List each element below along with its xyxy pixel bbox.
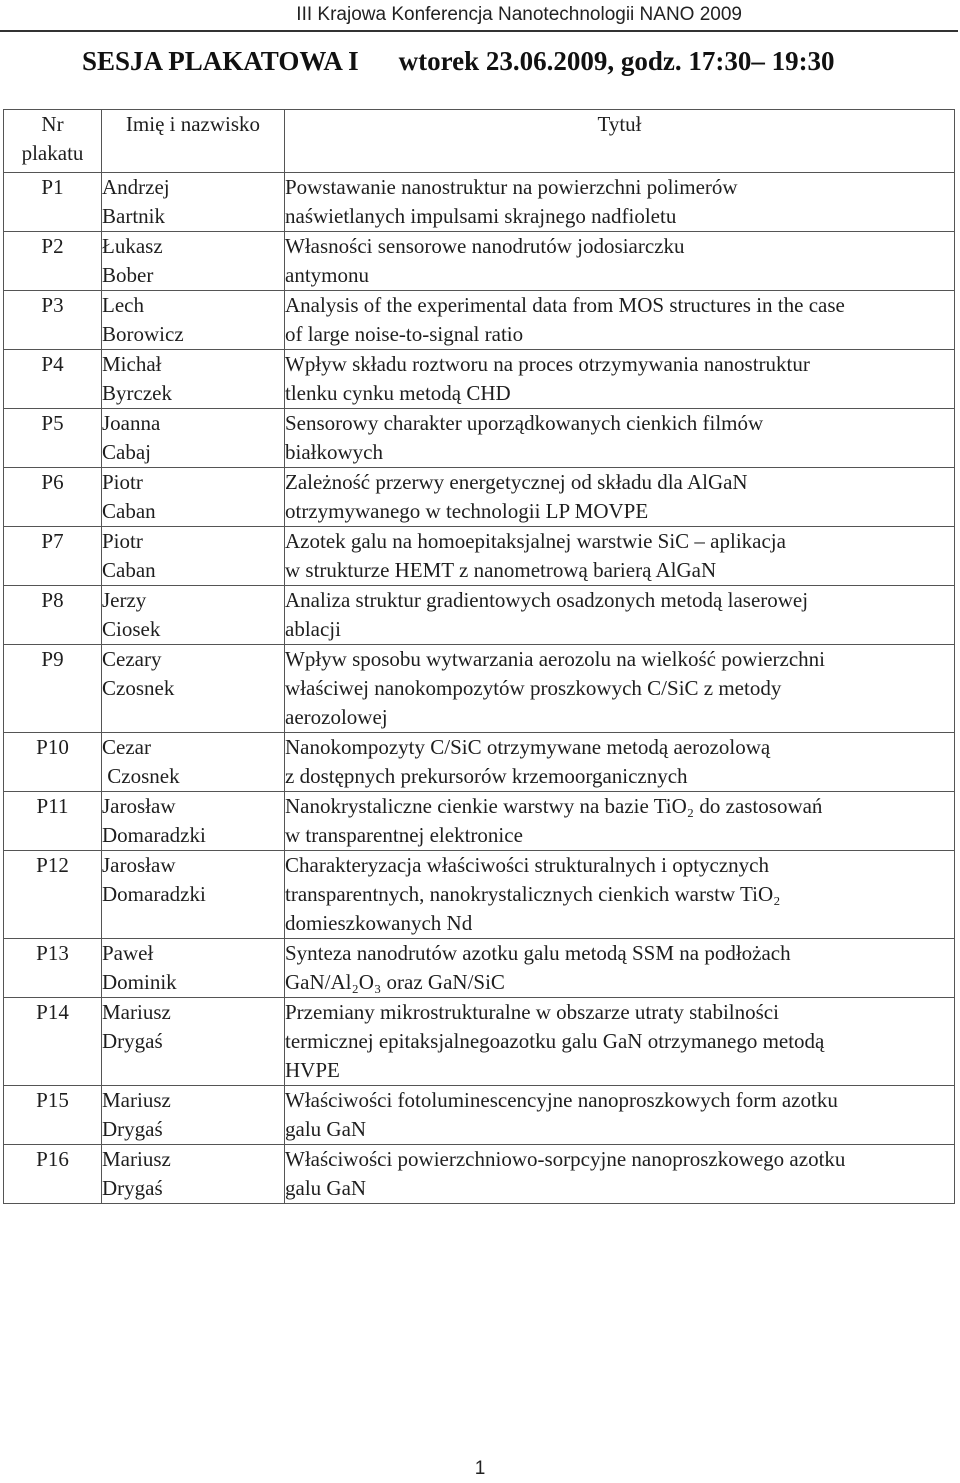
author-name-line: Paweł — [102, 941, 154, 965]
poster-title-line: Wpływ składu roztworu na proces otrzymywania nanostruktur — [285, 352, 810, 376]
poster-title — [285, 792, 955, 851]
author-name — [102, 232, 285, 291]
author-name — [102, 792, 285, 851]
author-name-line: Jerzy — [102, 588, 147, 612]
author-name-line: Drygaś — [102, 1176, 163, 1200]
poster-title-line: naświetlanych impulsami skrajnego nadfioletu — [285, 204, 677, 228]
column-header-nr — [4, 110, 102, 173]
author-name-line: Czosnek — [102, 764, 180, 788]
poster-title — [285, 851, 955, 939]
author-name — [102, 409, 285, 468]
poster-title-line: Analiza struktur gradientowych osadzonych metodą laserowej — [285, 588, 809, 612]
poster-title — [285, 350, 955, 409]
poster-title-line: Właściwości powierzchniowo-sorpcyjne nanoproszkowego azotku — [285, 1147, 846, 1171]
table-row — [4, 998, 955, 1086]
author-name — [102, 645, 285, 733]
poster-title — [285, 939, 955, 998]
poster-number: P2 — [4, 232, 102, 291]
author-name-line: Mariusz — [102, 1088, 171, 1112]
poster-title — [285, 173, 955, 232]
poster-title-line: Własności sensorowe nanodrutów jodosiarczku — [285, 234, 685, 258]
author-name — [102, 350, 285, 409]
table-row — [4, 586, 955, 645]
author-name-line: Czosnek — [102, 676, 175, 700]
poster-title-line: domieszkowanych Nd — [285, 911, 473, 935]
poster-title-line: Nanokompozyty C/SiC otrzymywane metodą aerozolową — [285, 735, 771, 759]
author-name-line: Bartnik — [102, 204, 165, 228]
poster-title-line: Nanokrystaliczne cienkie warstwy na bazie TiO₂ do zastosowań — [285, 794, 823, 818]
author-name-line: Piotr — [102, 470, 143, 494]
table-row — [4, 468, 955, 527]
author-name-line: Joanna — [102, 411, 161, 435]
author-name — [102, 468, 285, 527]
table-row — [4, 350, 955, 409]
author-name-line: Cabaj — [102, 440, 151, 464]
poster-title — [285, 1145, 955, 1204]
table-row — [4, 232, 955, 291]
table-row — [4, 1086, 955, 1145]
header-rule — [0, 30, 958, 32]
author-name-line: Ciosek — [102, 617, 161, 641]
author-name-line: Andrzej — [102, 175, 170, 199]
poster-number: P1 — [4, 173, 102, 232]
author-name-line: Borowicz — [102, 322, 184, 346]
poster-title — [285, 468, 955, 527]
table-row — [4, 733, 955, 792]
author-name — [102, 851, 285, 939]
author-name-line: Caban — [102, 558, 156, 582]
author-name — [102, 998, 285, 1086]
poster-title-line: transparentnych, nanokrystalicznych cienkich warstw TiO₂ — [285, 882, 781, 906]
poster-title-line: Zależność przerwy energetycznej od składu dla AlGaN — [285, 470, 748, 494]
poster-title-line: Właściwości fotoluminescencyjne nanoproszkowych form azotku — [285, 1088, 838, 1112]
table-row — [4, 1145, 955, 1204]
poster-table — [3, 109, 955, 1204]
poster-number: P13 — [4, 939, 102, 998]
author-name-line: Domaradzki — [102, 882, 206, 906]
author-name-line: Bober — [102, 263, 154, 287]
table-row — [4, 792, 955, 851]
poster-title-line: w strukturze HEMT z nanometrową barierą AlGaN — [285, 558, 717, 582]
poster-title-line: właściwej nanokompozytów proszkowych C/SiC z metody — [285, 676, 782, 700]
session-time: wtorek 23.06.2009, godz. 17:30– 19:30 — [398, 46, 835, 76]
poster-number: P11 — [4, 792, 102, 851]
poster-number: P4 — [4, 350, 102, 409]
poster-title — [285, 291, 955, 350]
poster-title-line: Charakteryzacja właściwości strukturalnych i optycznych — [285, 853, 769, 877]
author-name — [102, 527, 285, 586]
author-name-line: Lech — [102, 293, 144, 317]
author-name-line: Mariusz — [102, 1147, 171, 1171]
table-row — [4, 409, 955, 468]
author-name-line: Piotr — [102, 529, 143, 553]
session-title — [82, 46, 835, 77]
poster-number: P7 — [4, 527, 102, 586]
poster-title — [285, 1086, 955, 1145]
author-name — [102, 1086, 285, 1145]
poster-number: P10 — [4, 733, 102, 792]
poster-title-line: Sensorowy charakter uporządkowanych cienkich filmów — [285, 411, 764, 435]
poster-title — [285, 998, 955, 1086]
poster-title-line: Powstawanie nanostruktur na powierzchni polimerów — [285, 175, 738, 199]
session-name: SESJA PLAKATOWA I — [82, 46, 359, 76]
poster-title-line: Synteza nanodrutów azotku galu metodą SSM na podłożach — [285, 941, 791, 965]
author-name-line: Drygaś — [102, 1029, 163, 1053]
poster-number: P16 — [4, 1145, 102, 1204]
author-name-line: Mariusz — [102, 1000, 171, 1024]
author-name — [102, 939, 285, 998]
poster-title — [285, 586, 955, 645]
author-name — [102, 173, 285, 232]
poster-title-line: w transparentnej elektronice — [285, 823, 523, 847]
poster-title-line: GaN/Al₂O₃ oraz GaN/SiC — [285, 970, 505, 994]
poster-title-line: aerozolowej — [285, 705, 388, 729]
author-name-line: Drygaś — [102, 1117, 163, 1141]
table-row — [4, 527, 955, 586]
poster-title — [285, 409, 955, 468]
author-name-line: Cezar — [102, 735, 151, 759]
table-body — [4, 173, 955, 1204]
poster-number: P14 — [4, 998, 102, 1086]
poster-title-line: antymonu — [285, 263, 369, 287]
author-name — [102, 1145, 285, 1204]
conference-header: III Krajowa Konferencja Nanotechnologii NANO 2009 — [296, 4, 742, 25]
author-name-line: Caban — [102, 499, 156, 523]
poster-title-line: Wpływ sposobu wytwarzania aerozolu na wielkość powierzchni — [285, 647, 825, 671]
poster-title-line: termicznej epitaksjalnegoazotku galu GaN otrzymanego metodą — [285, 1029, 825, 1053]
poster-title-line: galu GaN — [285, 1117, 367, 1141]
author-name-line: Dominik — [102, 970, 177, 994]
poster-title-line: Azotek galu na homoepitaksjalnej warstwie SiC – aplikacja — [285, 529, 786, 553]
author-name-line: Michał — [102, 352, 162, 376]
page-number: 1 — [474, 1458, 486, 1479]
author-name-line: Cezary — [102, 647, 162, 671]
poster-title-line: of large noise-to-signal ratio — [285, 322, 524, 346]
poster-title-line: HVPE — [285, 1058, 340, 1082]
author-name-line: Domaradzki — [102, 823, 206, 847]
poster-title-line: tlenku cynku metodą CHD — [285, 381, 511, 405]
column-header-nr-line: Nr — [41, 112, 64, 136]
poster-title — [285, 527, 955, 586]
table-row — [4, 291, 955, 350]
poster-title-line: otrzymywanego w technologii LP MOVPE — [285, 499, 649, 523]
poster-number: P3 — [4, 291, 102, 350]
poster-title — [285, 733, 955, 792]
poster-title-line: Przemiany mikrostrukturalne w obszarze utraty stabilności — [285, 1000, 779, 1024]
poster-title-line: z dostępnych prekursorów krzemoorganicznych — [285, 764, 688, 788]
poster-title-line: Analysis of the experimental data from MOS structures in the case — [285, 293, 845, 317]
author-name-line: Byrczek — [102, 381, 172, 405]
table-row — [4, 173, 955, 232]
poster-title-line: galu GaN — [285, 1176, 367, 1200]
author-name-line: Jarosław — [102, 853, 176, 877]
poster-number: P12 — [4, 851, 102, 939]
poster-title — [285, 645, 955, 733]
author-name — [102, 733, 285, 792]
table-row — [4, 851, 955, 939]
poster-number: P5 — [4, 409, 102, 468]
author-name — [102, 291, 285, 350]
poster-title-line: ablacji — [285, 617, 341, 641]
author-name-line: Łukasz — [102, 234, 163, 258]
column-header-nr-line: plakatu — [21, 141, 84, 165]
poster-number: P9 — [4, 645, 102, 733]
poster-number: P8 — [4, 586, 102, 645]
table-row — [4, 645, 955, 733]
poster-number: P6 — [4, 468, 102, 527]
column-header-title: Tytuł — [285, 110, 955, 173]
poster-number: P15 — [4, 1086, 102, 1145]
column-header-name: Imię i nazwisko — [102, 110, 285, 173]
table-row — [4, 939, 955, 998]
table-header-row — [4, 110, 955, 173]
author-name — [102, 586, 285, 645]
poster-title — [285, 232, 955, 291]
poster-title-line: białkowych — [285, 440, 383, 464]
author-name-line: Jarosław — [102, 794, 176, 818]
